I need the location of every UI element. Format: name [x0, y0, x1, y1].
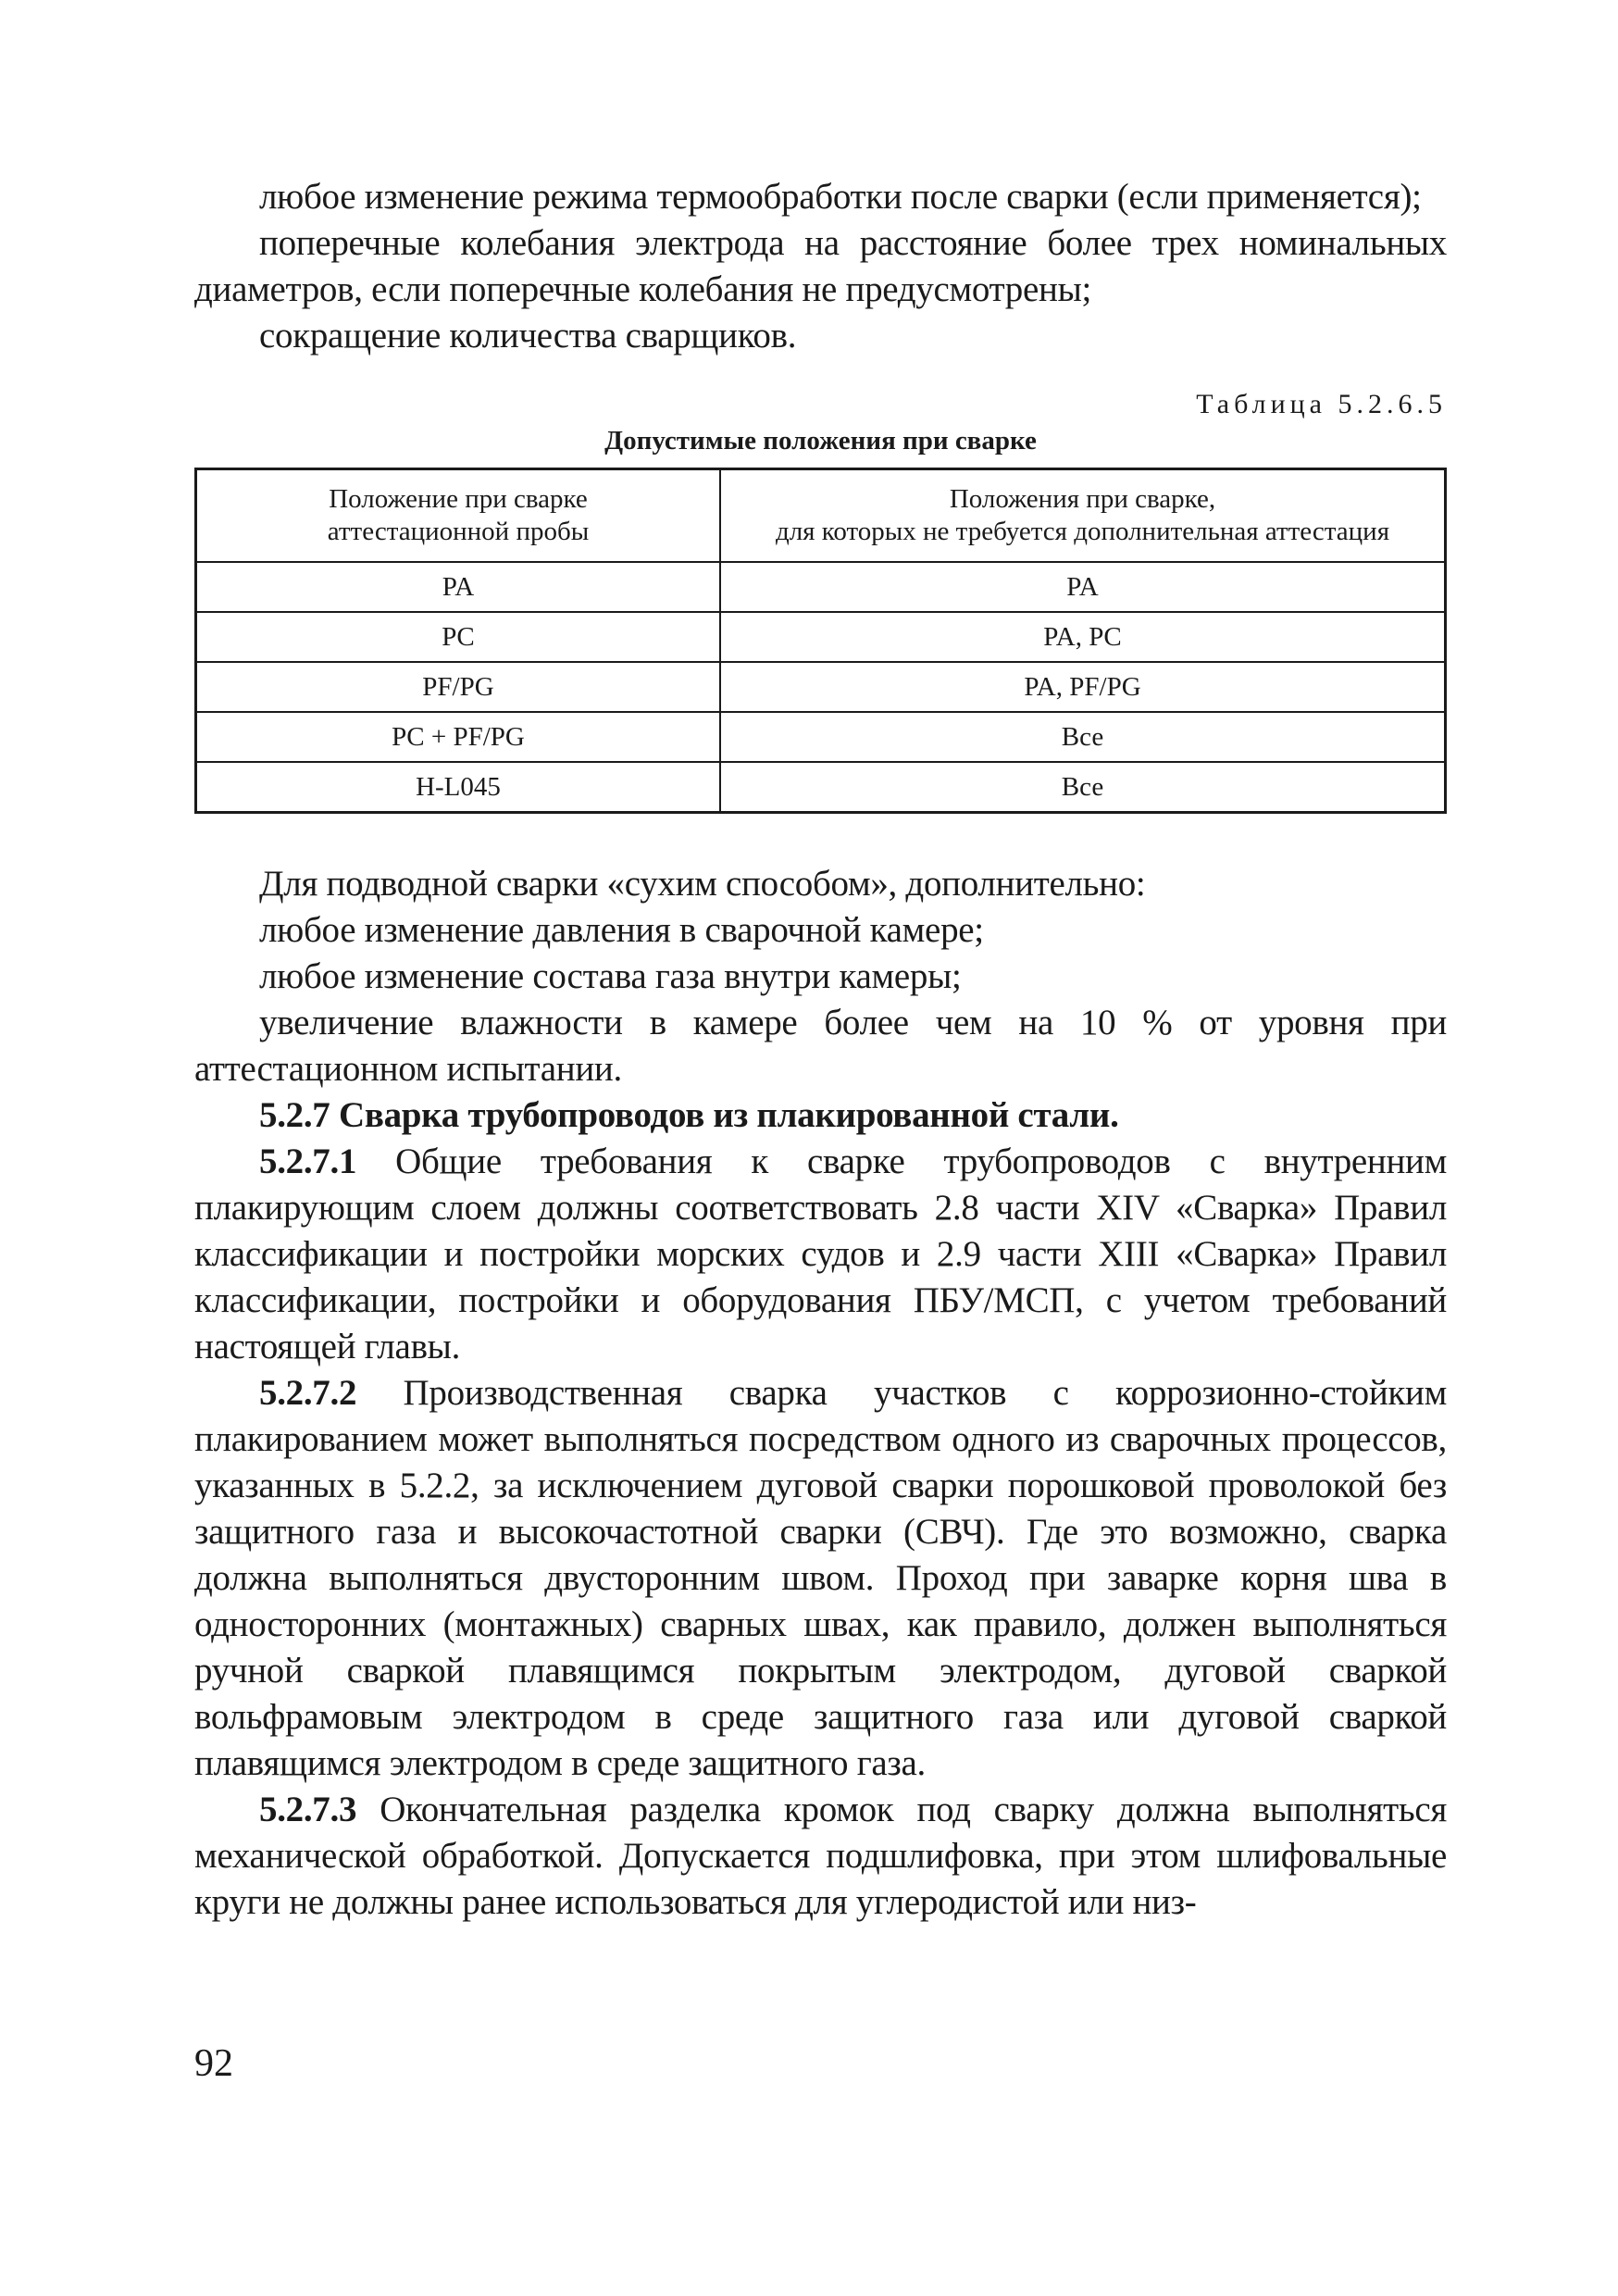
table-cell: Все [720, 712, 1446, 762]
table-cell: PA [720, 562, 1446, 612]
paragraph: любое изменение давления в сварочной камере; [259, 910, 984, 950]
intro-text [194, 174, 1447, 359]
paragraph: сокращение количества сварщиков. [259, 316, 797, 356]
table-row [196, 662, 1446, 712]
table-row [196, 612, 1446, 662]
clause-number: 5.2.7.3 [259, 1790, 357, 1829]
paragraph: 5.2.7.1 Общие требования к сварке трубопроводов с внутренним плакирующим слоем должны соответствовать 2.8 части XIV «Сварка» Правил классификации и постройки морских судов и 2.9 части XIII «Сварка» Правил классификации, постройки и оборудования ПБУ/МСП, с учетом требований настоящей главы. [194, 1142, 1447, 1366]
table-cell: PA, PC [720, 612, 1446, 662]
paragraph: 5.2.7.3 Окончательная разделка кромок под сварку должна выполняться механической обработкой. Допускается подшлифовка, при этом шлифовальные круги не должны ранее использоваться для углеродистой или низ- [194, 1790, 1447, 1922]
table-header-cell: Положение при сварке аттестационной пробы [196, 469, 721, 563]
table-row [196, 562, 1446, 612]
paragraph: поперечные колебания электрода на расстояние более трех номинальных диаметров, если поперечные колебания не предусмотрены; [194, 223, 1447, 309]
page-number: 92 [194, 2042, 233, 2085]
table-header-row [196, 469, 1446, 563]
clause-number: 5.2.7.2 [259, 1373, 357, 1413]
paragraph: Для подводной сварки «сухим способом», дополнительно: [259, 864, 1146, 904]
table-row [196, 712, 1446, 762]
clause-number: 5.2.7.1 [259, 1142, 357, 1181]
main-text [194, 861, 1447, 1926]
table-cell: PC [196, 612, 721, 662]
table-cell: PA, PF/PG [720, 662, 1446, 712]
table-header-cell: Положения при сварке, для которых не требуется дополнительная аттестация [720, 469, 1446, 563]
table-title: Допустимые положения при сварке [604, 426, 1037, 455]
table-cell: PC + PF/PG [196, 712, 721, 762]
section-heading: 5.2.7 Сварка трубопроводов из плакированной стали. [259, 1095, 1119, 1135]
table-number: Таблица 5.2.6.5 [1196, 389, 1447, 419]
table-cell: H-L045 [196, 762, 721, 813]
paragraph: увеличение влажности в камере более чем на 10 % от уровня при аттестационном испытании. [194, 1003, 1447, 1089]
table-cell: PA [196, 562, 721, 612]
paragraph: любое изменение режима термообработки после сварки (если применяется); [259, 177, 1422, 217]
paragraph: любое изменение состава газа внутри камеры; [259, 956, 962, 996]
table-cell: Все [720, 762, 1446, 813]
paragraph: 5.2.7.2 Производственная сварка участков с коррозионно-стойким плакированием может выполняться посредством одного из сварочных процессов, указанных в 5.2.2, за исключением дуговой сварки порошковой проволокой без защитного газа и высокочастотной сварки (СВЧ). Где это возможно, сварка должна выполняться двусторонним швом. Проход при заварке корня шва в односторонних (монтажных) сварных швах, как правило, должен выполняться ручной сваркой плавящимся покрытым электродом, дуговой сваркой вольфрамовым электродом в среде защитного газа или дуговой сваркой плавящимся электродом в среде защитного газа. [194, 1373, 1447, 1783]
table-cell: PF/PG [196, 662, 721, 712]
welding-positions-table [194, 468, 1447, 814]
table-row [196, 762, 1446, 813]
